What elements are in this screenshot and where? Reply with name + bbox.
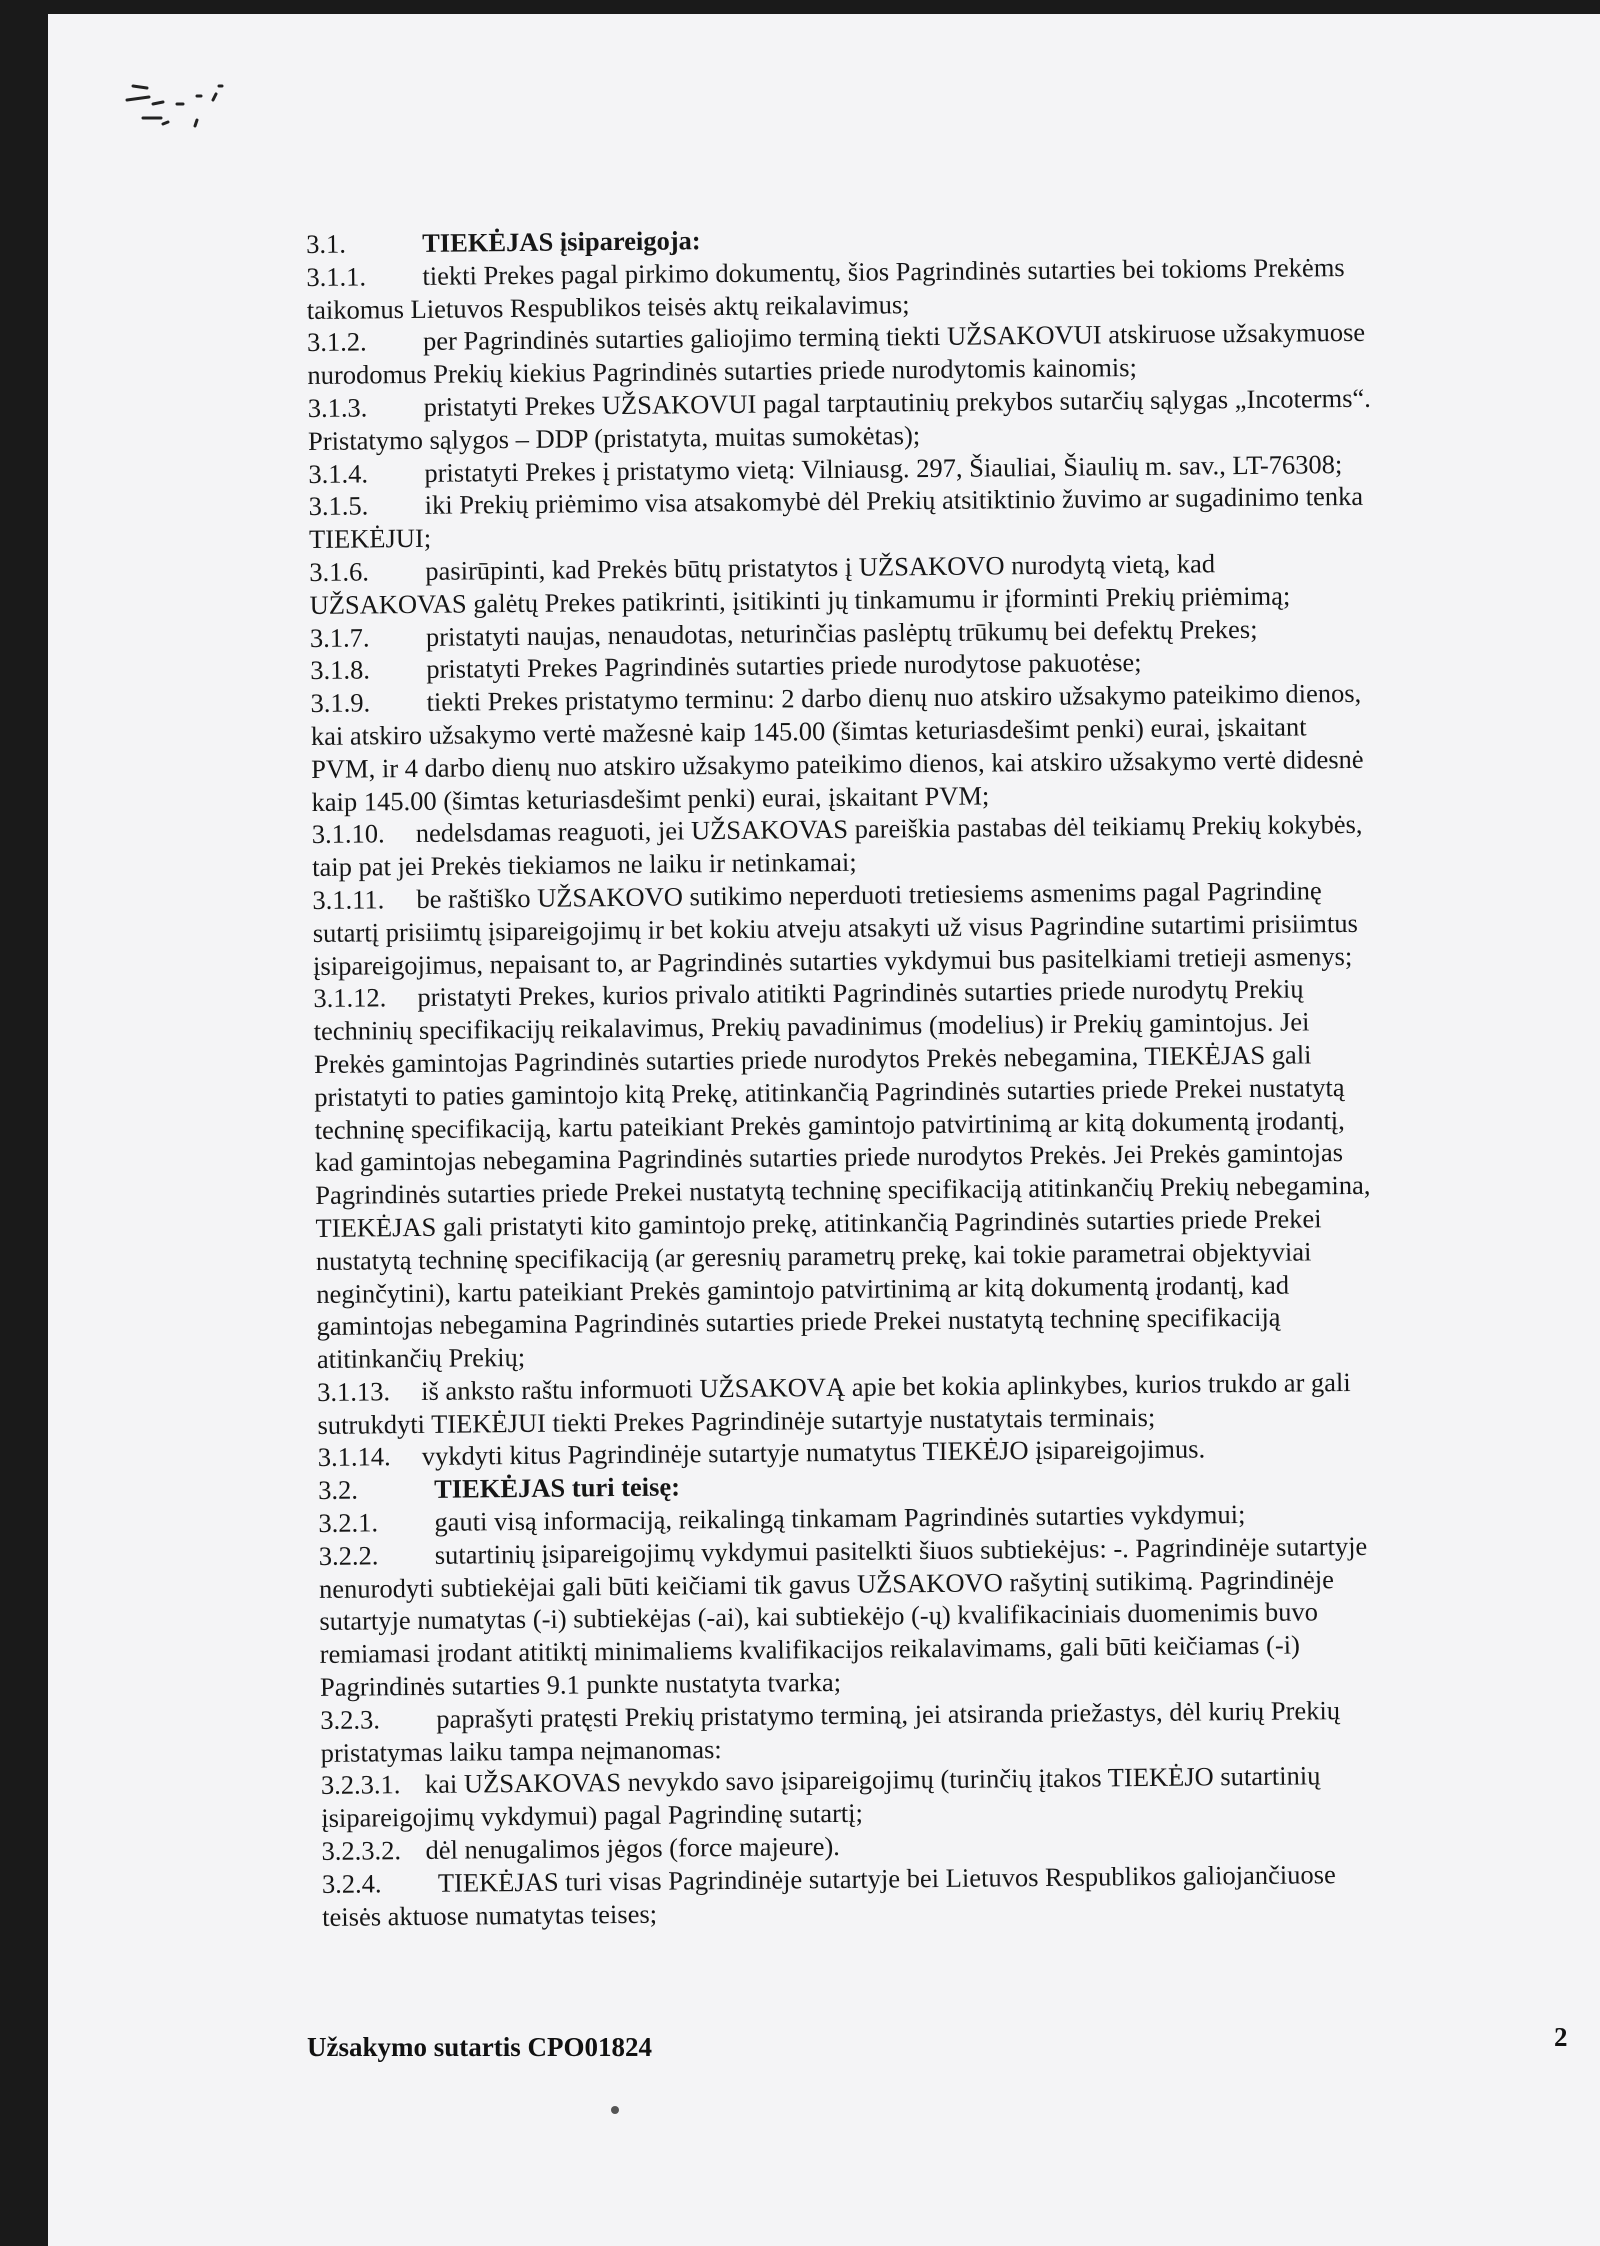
clause-number: 3.1.11. xyxy=(312,884,385,915)
clause-text-line: tiekti Prekes pagal pirkimo dokumentų, šios Pagrindinės sutarties bei tokioms Prekėms xyxy=(422,251,1345,291)
section-heading-text: TIEKĖJAS įsipareigoja: xyxy=(422,225,701,258)
clause-text-line: kai UŽSAKOVAS nevykdo savo įsipareigojimų (turinčių įtakos TIEKĖJO sutartinių xyxy=(424,1760,1321,1800)
scan-artifact-mark xyxy=(123,74,273,144)
clause-text-line: vykdyti kitus Pagrindinėje sutartyje numatytus TIEKĖJO įsipareigojimus. xyxy=(421,1433,1206,1472)
clause-text-line: dėl nenugalimos jėgos (force majeure). xyxy=(425,1830,840,1865)
clause-text-line: sutrukdyti TIEKĖJUI tiekti Prekes Pagrindinėje sutartyje nustatytais terminais; xyxy=(317,1401,1156,1440)
clause-text-line: pristatyti naujas, nenaudotas, neturinčias paslėptų trūkumų bei defektų Prekes; xyxy=(425,613,1258,652)
scanned-page xyxy=(48,14,1600,2246)
clause-number: 3.1.1. xyxy=(306,261,367,292)
clause xyxy=(321,1757,1600,1835)
clause-number: 3.1.5. xyxy=(308,490,369,522)
clause xyxy=(309,544,1600,622)
clause-text-line: UŽSAKOVAS galėtų Prekes patikrinti, įsitikinti jų tinkamumu ir įforminti Prekių priėmimą; xyxy=(309,580,1291,620)
clause-text-line: kai atskiro užsakymo vertė mažesnė kaip 145.00 (šimtas keturiasdešimt penki) eurai, įskaitant xyxy=(310,711,1307,751)
clause-text-line: nedelsdamas reaguoti, jei UŽSAKOVAS pareiškia pastabas dėl teikiamų Prekių kokybės, xyxy=(415,809,1363,849)
clause-text-line: Pristatymo sąlygos – DDP (pristatyta, muitas sumokėtas); xyxy=(307,419,921,456)
clause-text-line: paprašyti pratęsti Prekių pristatymo terminą, jei atsiranda priežastys, dėl kurių Prekių xyxy=(436,1695,1341,1734)
clause-text-line: pristatyti to paties gamintojo kitą Prekę, atitinkančią Pagrindinės sutarties priede Prekei nustatytą xyxy=(314,1071,1345,1112)
clause-number: 3.1.6. xyxy=(309,556,370,587)
clause-number: 3.2.4. xyxy=(321,1868,382,1899)
clause-text-line: Pagrindinės sutarties 9.1 punkte nustatyta tvarka; xyxy=(319,1666,842,1702)
footer-contract-title: Užsakymo sutartis CPO01824 xyxy=(307,2032,652,2062)
clause-text-line: sutartinių įsipareigojimų vykdymui pasitelkti šiuos subtiekėjus: -. Pagrindinėje sutartyje xyxy=(434,1530,1368,1570)
clause-text-line: iš anksto raštu informuoti UŽSAKOVĄ apie bet kokia aplinkybes, kurios trukdo ar gali xyxy=(421,1366,1351,1406)
clause-text-line: PVM, ir 4 darbo dienų nuo atskiro užsakymo pateikimo dienos, kai atskiro užsakymo vertė didesnė xyxy=(311,743,1364,784)
clause-text-line: sutartyje numatytas (-i) subtiekėjas (-ai), kai subtiekėjo (-ų) kvalifikaciniais duomenimis buvo xyxy=(319,1596,1319,1637)
clause-text-line: TIEKĖJUI; xyxy=(308,522,432,555)
clause-number: 3.2.1. xyxy=(318,1507,379,1539)
clause-number: 3.2.3.1. xyxy=(320,1769,401,1801)
clause-text-line: be raštiško UŽSAKOVO sutikimo neperduoti tretiesiems asmenims pagal Pagrindinę xyxy=(416,875,1322,914)
clause-text-line: tiekti Prekes pristatymo terminu: 2 darbo dienų nuo atskiro užsakymo pateikimo dienos, xyxy=(426,678,1362,718)
clause-text-line: įsipareigojimus, nepaisant to, ar Pagrindinės sutarties vykdymui bus pasitelkiami tretieji asmenys; xyxy=(312,940,1353,981)
clause-number: 3.1. xyxy=(306,228,347,259)
clause-text-line: techninę specifikaciją, kartu pateikiant Prekės gamintojo patvirtinimą ar kitą dokumentą įrodantį, xyxy=(314,1104,1345,1145)
clause-number: 3.1.7. xyxy=(309,621,370,653)
clause-text-line: iki Prekių priėmimo visa atsakomybė dėl Prekių atsitiktinio žuvimo ar sugadinimo tenka xyxy=(424,481,1364,521)
clause-text-line: gamintojas nebegamina Pagrindinės sutarties priede Prekei nustatytą techninę specifikaciją xyxy=(316,1301,1281,1342)
clause xyxy=(319,1527,1600,1703)
clause-text-line: per Pagrindinės sutarties galiojimo terminą tiekti UŽSAKOVUI atskiruose užsakymuose xyxy=(422,317,1366,357)
clause-text-line: taip pat jei Prekės tiekiamos ne laiku ir netinkamai; xyxy=(311,846,857,883)
clause xyxy=(312,806,1600,884)
clause xyxy=(320,1691,1600,1769)
clause-text-line: TIEKĖJAS gali pristatyti kito gamintojo prekę, atitinkančią Pagrindinės sutarties priede Prekei xyxy=(315,1203,1322,1243)
clause-text-line: nustatytą techninę specifikaciją (ar geresnių parametrų prekę, kai tokie parametrai objektyviai xyxy=(315,1236,1312,1276)
clause-number: 3.1.8. xyxy=(310,654,371,686)
clause-text-line: TIEKĖJAS turi visas Pagrindinėje sutartyje bei Lietuvos Respublikos galiojančiuose xyxy=(437,1859,1336,1898)
clause-text-line: teisės aktuose numatytas teises; xyxy=(322,1898,658,1932)
clause-text-line: neginčytini), kartu pateikiant Prekės gamintojo patvirtinimą ar kitą dokumentą įrodantį, kad xyxy=(316,1269,1290,1309)
clause-number: 3.1.2. xyxy=(306,326,367,358)
clause-text-line: įsipareigojimų vykdymui) pagal Pagrindinę sutartį; xyxy=(321,1797,864,1834)
clause-number: 3.1.10. xyxy=(311,818,385,850)
clause-text-line: pristatyti Prekes, kurios privalo atitikti Pagrindinės sutarties priede nurodytų Prekių xyxy=(417,973,1304,1013)
clause-text-line: taikomus Lietuvos Respublikos teisės aktų reikalavimus; xyxy=(306,288,910,325)
clause-text-line: pristatyti Prekes UŽSAKOVUI pagal tarptautinių prekybos sutarčių sąlygas „Incoterms“. xyxy=(423,382,1371,422)
clause-number: 3.2. xyxy=(317,1474,359,1506)
clause-text-line: pasirūpinti, kad Prekės būtų pristatytos į UŽSAKOVO nurodytą vietą, kad xyxy=(425,548,1216,586)
clause-number: 3.2.2. xyxy=(318,1540,379,1571)
contract-clauses xyxy=(306,216,1600,1934)
clause-text-line: pristatyti Prekes į pristatymo vietą: Vilniausg. 297, Šiauliai, Šiaulių m. sav., LT-76308; xyxy=(424,448,1343,488)
section-heading-text: TIEKĖJAS turi teisę: xyxy=(433,1471,681,1505)
clause xyxy=(312,872,1600,983)
page-number: 2 xyxy=(1554,2022,1568,2052)
clause-text-line: nurodomus Prekių kiekius Pagrindinės sutarties priede nurodytomis kainomis; xyxy=(307,352,1138,391)
clause-text-line: atitinkančių Prekių; xyxy=(316,1342,526,1375)
clause-number: 3.2.3.2. xyxy=(321,1835,402,1866)
clause xyxy=(306,248,1597,326)
clause-number: 3.1.9. xyxy=(310,687,371,719)
clause-text-line: Prekės gamintojas Pagrindinės sutarties priede nurodytos Prekės nebegamina, TIEKĖJAS gali xyxy=(313,1039,1312,1079)
clause xyxy=(322,1855,1600,1933)
clause-text-line: pristatyti Prekes Pagrindinės sutarties priede nurodytose pakuotėse; xyxy=(426,647,1142,685)
clause-text-line: gauti visą informaciją, reikalingą tinkamam Pagrindinės sutarties vykdymui; xyxy=(434,1499,1246,1537)
clause-text-line: pristatymas laiku tampa neįmanomas: xyxy=(320,1733,722,1768)
clause-number: 3.1.13. xyxy=(317,1376,391,1407)
clause xyxy=(309,478,1600,556)
clause-text-line: techninių specifikacijų reikalavimus, Prekių pavadinimus (modelius) ir Prekių gamintojus. Jei xyxy=(313,1006,1310,1047)
clause xyxy=(310,675,1600,819)
scan-speck xyxy=(611,2106,619,2114)
clause-text-line: Pagrindinės sutarties priede Prekei nustatytą techninę specifikaciją atitinkančių Prekių nebegamina, xyxy=(315,1169,1371,1211)
clause-number: 3.2.3. xyxy=(320,1704,381,1735)
clause-text-line: remiamasi įrodant atitiktį minimaliems kvalifikacijos reikalavimams, gali būti keičiamas (-i) xyxy=(319,1629,1301,1670)
clause-number: 3.1.3. xyxy=(307,392,368,423)
clause-text-line: nenurodyti subtiekėjai gali būti keičiami tik gavus UŽSAKOVO rašytinį sutikimą. Pagrindinėje xyxy=(318,1563,1335,1604)
clause-number: 3.1.4. xyxy=(308,457,369,489)
clause-text-line: kad gamintojas nebegamina Pagrindinės sutarties priede nurodytos Prekės. Jei Prekės gamintojas xyxy=(314,1137,1344,1178)
clause xyxy=(308,380,1599,458)
clause-text-line: kaip 145.00 (šimtas keturiasdešimt penki) eurai, įskaitant PVM; xyxy=(311,780,990,817)
clause-number: 3.1.14. xyxy=(317,1441,391,1473)
clause xyxy=(307,314,1598,392)
clause xyxy=(317,1363,1600,1441)
clause-number: 3.1.12. xyxy=(313,982,387,1014)
clause-text-line: sutartį prisiimtų įsipareigojimų ir bet kokiu atveju atsakyti už visus Pagrindine sutartimi prisiimtus xyxy=(312,907,1359,948)
clause xyxy=(313,970,1600,1376)
